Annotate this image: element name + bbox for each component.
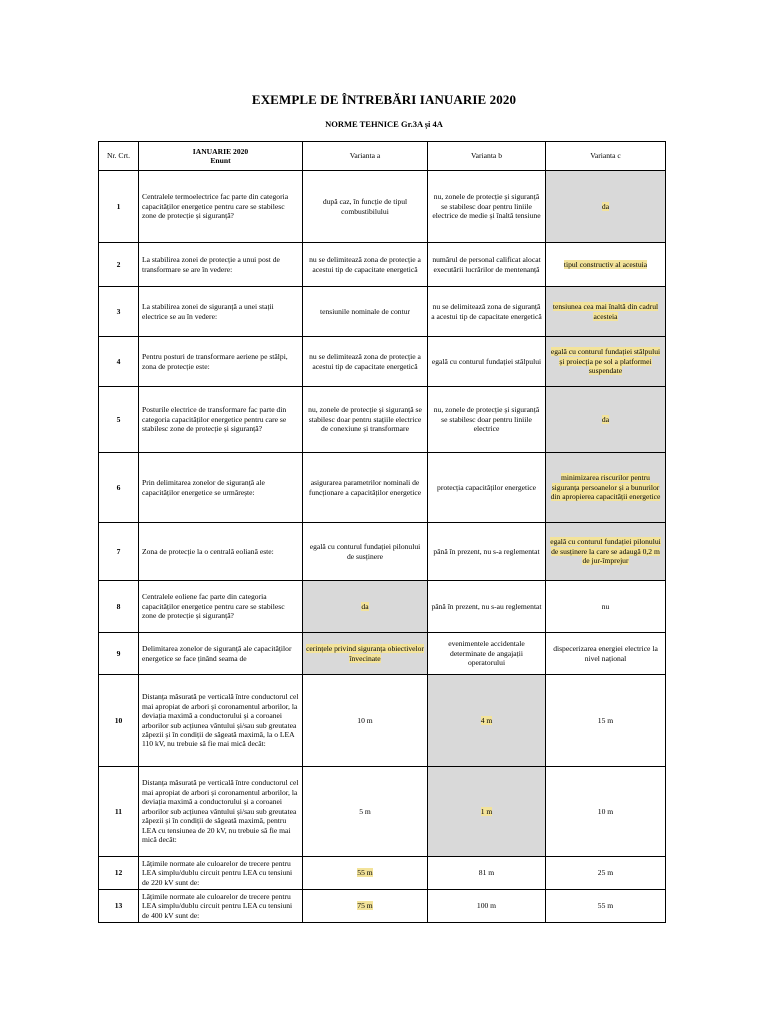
option-b-text: evenimentele accidentale determinate de angajații operatorului bbox=[448, 639, 525, 668]
header-enunt-line1: IANUARIE 2020 bbox=[192, 146, 249, 156]
header-variant-a: Varianta a bbox=[303, 142, 428, 171]
table-row bbox=[99, 387, 666, 453]
row-number: 9 bbox=[99, 633, 139, 675]
option-b bbox=[428, 857, 546, 890]
option-a-text: 75 m bbox=[357, 901, 373, 911]
header-variant-b: Varianta b bbox=[428, 142, 546, 171]
question-text: Distanța măsurată pe verticală între conductorul cel mai apropiat de arbori și coronamentul arborilor, la deviația maximă a conductorului și a coroanei arborilor sub acțiunea vântului și/sau sub greutatea zăpezii și în condiții de săgeată maximă, pentru LEA cu tensiunea de 20 kV, nu trebuie să fie mai mică decât: bbox=[139, 767, 303, 857]
option-c bbox=[546, 523, 666, 581]
header-variant-c: Varianta c bbox=[546, 142, 666, 171]
table-row bbox=[99, 581, 666, 633]
option-a-text: tensiunile nominale de contur bbox=[319, 306, 411, 316]
option-c bbox=[546, 453, 666, 523]
header-enunt-line2: Enunt bbox=[210, 156, 231, 165]
row-number: 2 bbox=[99, 243, 139, 287]
question-text: Centralele eoliene fac parte din categoria capacităților energetice pentru care se stabilesc zone de protecție și siguranță? bbox=[139, 581, 303, 633]
option-c bbox=[546, 581, 666, 633]
option-a bbox=[303, 453, 428, 523]
option-a-text: 5 m bbox=[359, 806, 371, 816]
option-a bbox=[303, 633, 428, 675]
table-row bbox=[99, 243, 666, 287]
question-text: La stabilirea zonei de protecție a unui post de transformare se are în vedere: bbox=[139, 243, 303, 287]
option-c-text: 25 m bbox=[597, 868, 614, 878]
option-a bbox=[303, 337, 428, 387]
table-body bbox=[99, 171, 666, 923]
option-a-text: cerințele privind siguranța obiectivelor învecinate bbox=[306, 644, 424, 663]
option-a bbox=[303, 171, 428, 243]
question-text: Centralele termoelectrice fac parte din categoria capacităților energetice pentru care se stabilesc zone de protecție și siguranță? bbox=[139, 171, 303, 243]
option-b bbox=[428, 523, 546, 581]
option-a-text: 55 m bbox=[357, 868, 373, 878]
questions-table bbox=[98, 141, 666, 923]
row-number: 13 bbox=[99, 890, 139, 923]
option-c-text: nu bbox=[601, 601, 610, 611]
option-b bbox=[428, 453, 546, 523]
table-row bbox=[99, 675, 666, 767]
option-a bbox=[303, 857, 428, 890]
table-row bbox=[99, 453, 666, 523]
option-a bbox=[303, 675, 428, 767]
table-row bbox=[99, 857, 666, 890]
row-number: 3 bbox=[99, 287, 139, 337]
table-row bbox=[99, 171, 666, 243]
page-title: EXEMPLE DE ÎNTREBĂRI IANUARIE 2020 bbox=[251, 92, 517, 107]
option-c-text: dispecerizarea energiei electrice la nivel național bbox=[553, 644, 658, 663]
page-subtitle: NORME TEHNICE Gr.3A și 4A bbox=[325, 119, 443, 129]
option-a bbox=[303, 581, 428, 633]
option-b-text: numărul de personal calificat alocat executării lucrărilor de mentenanță bbox=[432, 255, 541, 274]
option-b-text: egală cu conturul fundației stâlpului bbox=[431, 356, 542, 366]
table-row bbox=[99, 633, 666, 675]
option-c-text: tensiunea cea mai înaltă din cadrul acesteia bbox=[552, 302, 659, 321]
option-b bbox=[428, 581, 546, 633]
option-a-text: asigurarea parametrilor nominali de funcționare a capacităților energetice bbox=[308, 478, 422, 497]
option-c bbox=[546, 675, 666, 767]
option-c-text: 55 m bbox=[597, 901, 614, 911]
option-b-text: 100 m bbox=[476, 901, 497, 911]
option-b-text: nu se delimitează zona de siguranță a acestui tip de capacitate energetică bbox=[431, 302, 542, 321]
option-a-text: nu se delimitează zona de protecție a acestui tip de capacitate energetică bbox=[309, 255, 421, 274]
table-row bbox=[99, 767, 666, 857]
option-c bbox=[546, 767, 666, 857]
row-number: 10 bbox=[99, 675, 139, 767]
header-enunt bbox=[139, 142, 303, 171]
row-number: 5 bbox=[99, 387, 139, 453]
question-text: Distanța măsurată pe verticală între conductorul cel mai apropiat de arbori și coronamentul arborilor, la deviația maximă a conductorului și a coroanei arborilor sub acțiunea vântului și/sau sub greutatea zăpezii și în condiții de săgeată maximă, la o LEA 110 kV, nu trebuie să fie mai mică decât: bbox=[139, 675, 303, 767]
row-number: 1 bbox=[99, 171, 139, 243]
option-c-text: 10 m bbox=[597, 806, 614, 816]
option-c bbox=[546, 857, 666, 890]
row-number: 11 bbox=[99, 767, 139, 857]
row-number: 4 bbox=[99, 337, 139, 387]
row-number: 6 bbox=[99, 453, 139, 523]
question-text: La stabilirea zonei de siguranță a unei stații electrice se au în vedere: bbox=[139, 287, 303, 337]
option-c bbox=[546, 890, 666, 923]
option-a bbox=[303, 890, 428, 923]
option-a bbox=[303, 387, 428, 453]
option-a-text: nu se delimitează zona de protecție a acestui tip de capacitate energetică bbox=[309, 352, 421, 371]
table-row bbox=[99, 523, 666, 581]
option-b-text: nu, zonele de protecție și siguranță se stabilesc doar pentru liniile electrice bbox=[433, 405, 540, 434]
table-row bbox=[99, 337, 666, 387]
header-nr: Nr. Crt. bbox=[99, 142, 139, 171]
row-number: 7 bbox=[99, 523, 139, 581]
option-c-text: minimizarea riscurilor pentru siguranța persoanelor și a bunurilor din apropierea capacității energetice bbox=[550, 473, 661, 502]
table-row bbox=[99, 287, 666, 337]
option-b-text: 1 m bbox=[480, 806, 493, 816]
option-c bbox=[546, 633, 666, 675]
option-b-text: nu, zonele de protecție și siguranță se stabilesc doar pentru liniile electrice de medie și înaltă tensiune bbox=[432, 192, 541, 221]
option-a bbox=[303, 767, 428, 857]
option-b bbox=[428, 337, 546, 387]
option-c-text: tipul constructiv al acestuia bbox=[563, 259, 648, 269]
option-b bbox=[428, 243, 546, 287]
question-text: Zona de protecție la o centrală eoliană este: bbox=[139, 523, 303, 581]
row-number: 8 bbox=[99, 581, 139, 633]
header-row bbox=[99, 142, 666, 171]
question-text: Posturile electrice de transformare fac parte din categoria capacităților energetice pentru care se stabilesc zone de protecție și siguranță? bbox=[139, 387, 303, 453]
option-c bbox=[546, 337, 666, 387]
table-row bbox=[99, 890, 666, 923]
option-b bbox=[428, 767, 546, 857]
option-a-text: după caz, în funcție de tipul combustibilului bbox=[322, 197, 408, 216]
option-b bbox=[428, 890, 546, 923]
option-c bbox=[546, 387, 666, 453]
question-text: Lățimile normate ale culoarelor de trecere pentru LEA simplu/dublu circuit pentru LEA cu tensiuni de 220 kV sunt de: bbox=[139, 857, 303, 890]
question-text: Prin delimitarea zonelor de siguranță ale capacităților energetice se urmărește: bbox=[139, 453, 303, 523]
option-a-text: nu, zonele de protecție și siguranță se stabilesc doar pentru stațiile electrice de conexiune și transformare bbox=[308, 405, 422, 434]
row-number: 12 bbox=[99, 857, 139, 890]
option-c bbox=[546, 171, 666, 243]
option-a-text: da bbox=[361, 601, 369, 611]
option-b-text: 4 m bbox=[480, 715, 493, 725]
question-text: Lățimile normate ale culoarelor de trecere pentru LEA simplu/dublu circuit pentru LEA cu tensiuni de 400 kV sunt de: bbox=[139, 890, 303, 923]
option-b-text: 81 m bbox=[478, 868, 495, 878]
option-c bbox=[546, 243, 666, 287]
option-b bbox=[428, 287, 546, 337]
option-c-text: egală cu conturul fundației pilonului de susținere la care se adaugă 0,2 m de jur-împrejur bbox=[550, 537, 661, 566]
option-b-text: până în prezent, nu s-a reglementat bbox=[433, 546, 540, 556]
option-a bbox=[303, 243, 428, 287]
option-b-text: protecția capacităților energetice bbox=[437, 482, 536, 492]
option-a-text: egală cu conturul fundației pilonului de susținere bbox=[309, 542, 421, 561]
option-a-text: 10 m bbox=[357, 715, 373, 725]
option-b-text: până în prezent, nu s-au reglementat bbox=[431, 601, 542, 611]
option-c-text: 15 m bbox=[597, 715, 614, 725]
question-text: Pentru posturi de transformare aeriene pe stâlpi, zona de protecție este: bbox=[139, 337, 303, 387]
option-a bbox=[303, 523, 428, 581]
option-c-text: da bbox=[601, 414, 610, 424]
option-c-text: da bbox=[601, 201, 610, 211]
option-c-text: egală cu conturul fundației stâlpului și proiecția pe sol a platformei suspendate bbox=[550, 347, 661, 376]
option-a bbox=[303, 287, 428, 337]
option-b bbox=[428, 387, 546, 453]
option-b bbox=[428, 633, 546, 675]
option-b bbox=[428, 171, 546, 243]
option-b bbox=[428, 675, 546, 767]
question-text: Delimitarea zonelor de siguranță ale capacităților energetice se face ținând seama de bbox=[139, 633, 303, 675]
option-c bbox=[546, 287, 666, 337]
